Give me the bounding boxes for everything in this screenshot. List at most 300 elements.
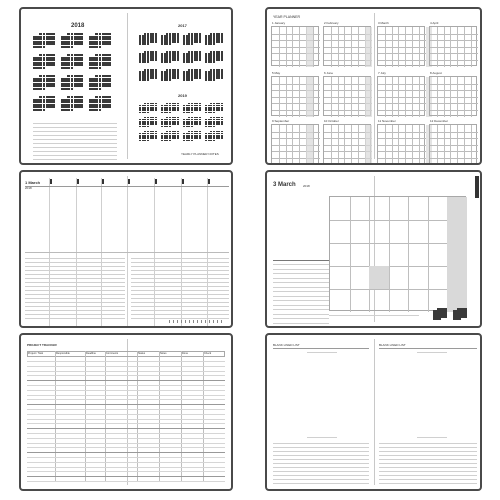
note-line: [25, 258, 125, 259]
col-line: [419, 77, 420, 117]
col-line: [444, 125, 445, 165]
note-line: [25, 286, 125, 287]
col-line: [450, 125, 451, 165]
col-line: [358, 77, 359, 117]
note-line: [131, 270, 229, 271]
note-line: [273, 443, 369, 444]
date-marker: [50, 179, 52, 184]
col-line: [331, 77, 332, 117]
note-line: [273, 479, 369, 480]
note-line: [33, 131, 117, 132]
date-marker: [208, 179, 210, 184]
column-header: Done: [182, 352, 188, 355]
mini-month-calendar: [183, 69, 201, 81]
mini-month-calendar: [161, 131, 179, 141]
note-line: [273, 467, 369, 468]
note-line: [379, 483, 477, 484]
schedule-line: [273, 323, 329, 324]
date-line: [307, 352, 337, 353]
col-line: [450, 77, 451, 117]
col-line: [344, 125, 345, 165]
mini-month-calendar: [183, 103, 201, 113]
schedule-line: [273, 305, 329, 306]
mini-month-calendar: [161, 33, 179, 45]
note-line: [379, 471, 477, 472]
weekly-title: 1 March: [25, 180, 41, 185]
month-block: [271, 124, 319, 164]
page-spine: [127, 13, 128, 159]
date-marker: [128, 179, 130, 184]
note-line: [131, 318, 229, 319]
col-line: [405, 125, 406, 165]
schedule-line: [273, 318, 329, 319]
schedule-line: [273, 309, 329, 310]
right-year-top-label: 2017: [178, 23, 187, 28]
sunday-shade: [447, 197, 467, 312]
holiday-shade: [369, 266, 389, 289]
col-line: [405, 27, 406, 67]
col-line: [412, 125, 413, 165]
date-marker: [182, 179, 184, 184]
note-line: [273, 483, 369, 484]
note-line: [131, 306, 229, 307]
row-line: [27, 404, 225, 405]
mini-month-calendar: [205, 69, 223, 81]
day-line: [408, 197, 409, 312]
row-line: [27, 467, 225, 468]
note-line: [273, 451, 369, 452]
day-line: [350, 197, 351, 312]
note-line: [25, 270, 125, 271]
date-line: [417, 352, 447, 353]
col-line: [286, 27, 287, 67]
col-line: [464, 125, 465, 165]
day-line: [428, 197, 429, 312]
month-block: [429, 124, 477, 164]
note-line: [131, 298, 229, 299]
col-line: [412, 77, 413, 117]
weekend-shade: [306, 77, 313, 117]
tick: [185, 320, 186, 323]
col-line: [419, 27, 420, 67]
row-line: [27, 457, 225, 458]
month-label: 3 March: [378, 21, 389, 25]
row-line: [27, 419, 225, 420]
schedule-header: [273, 260, 329, 261]
tick: [213, 320, 214, 323]
note-line: [329, 315, 419, 316]
row-line: [27, 371, 225, 372]
note-line: [273, 459, 369, 460]
date-marker: [155, 179, 157, 184]
schedule-line: [273, 314, 329, 315]
row-line: [27, 452, 225, 453]
mini-month-calendar: [139, 117, 157, 127]
left-year-label: 2018: [71, 23, 85, 29]
col-line: [471, 77, 472, 117]
col-line: [313, 125, 314, 165]
yearly-calendar-panel[interactable]: [19, 7, 233, 165]
row-line: [27, 423, 225, 424]
note-line: [131, 290, 229, 291]
note-line: [25, 310, 125, 311]
mini-month-calendar: [89, 75, 111, 90]
tick: [221, 320, 222, 323]
col-line: [292, 77, 293, 117]
schedule-line: [273, 287, 329, 288]
note-line: [25, 290, 125, 291]
month-label: 5 May: [272, 71, 281, 75]
col-line: [292, 125, 293, 165]
tick: [201, 320, 202, 323]
col-line: [392, 77, 393, 117]
col-line: [385, 77, 386, 117]
notes-panel[interactable]: [265, 333, 482, 491]
col-line: [392, 27, 393, 67]
note-line: [131, 294, 229, 295]
schedule-line: [273, 278, 329, 279]
mini-month-calendar: [89, 96, 111, 111]
note-line: [379, 447, 477, 448]
mini-month-calendar: [33, 75, 55, 90]
note-line: [379, 459, 477, 460]
mid-line: [25, 252, 229, 253]
tick: [197, 320, 198, 323]
row-line: [27, 399, 225, 400]
mini-month-calendar: [139, 103, 157, 113]
column-header: Check: [204, 352, 212, 355]
column-header: Notes: [160, 352, 167, 355]
note-line: [131, 278, 229, 279]
row-line: [27, 471, 225, 472]
mini-month-calendar: [183, 131, 201, 141]
note-line: [131, 266, 229, 267]
project-tracker-panel[interactable]: [19, 333, 233, 491]
col-line: [437, 77, 438, 117]
header-line: [25, 186, 229, 187]
note-line: [131, 286, 229, 287]
month-block: [323, 26, 371, 66]
note-line: [379, 467, 477, 468]
weekly-planner-panel[interactable]: [19, 170, 233, 328]
col-line: [351, 77, 352, 117]
note-line: [33, 127, 117, 128]
col-line: [392, 125, 393, 165]
tick: [173, 320, 174, 323]
note-line: [379, 443, 477, 444]
mini-month-calendar: [61, 75, 83, 90]
month-block: [429, 26, 477, 66]
month-label: 2 February: [324, 21, 339, 25]
weekly-year: 2018: [25, 186, 32, 190]
schedule-line: [273, 269, 329, 270]
month-label: 1 January: [272, 21, 286, 25]
weekend-shade: [306, 27, 313, 67]
mini-month-calendar: [183, 51, 201, 63]
note-line: [379, 455, 477, 456]
note-line: [25, 318, 125, 319]
column-header: Project / Task: [28, 352, 43, 355]
col-line: [398, 77, 399, 117]
mini-month-calendar: [139, 69, 157, 81]
column-header: Comments: [106, 352, 119, 355]
note-line: [33, 147, 117, 148]
tick: [193, 320, 194, 323]
note-line: [25, 314, 125, 315]
date-line: [417, 437, 447, 438]
col-line: [450, 27, 451, 67]
row-line: [27, 438, 225, 439]
note-line: [25, 306, 125, 307]
col-line: [279, 27, 280, 67]
bookmark-ribbon: [475, 176, 479, 198]
col-line: [344, 27, 345, 67]
column-header: Status: [138, 352, 146, 355]
month-label: 10 October: [324, 119, 339, 123]
note-line: [33, 123, 117, 124]
tick: [209, 320, 210, 323]
right-year-bottom-label: 2019: [178, 93, 187, 98]
date-line: [307, 437, 337, 438]
mini-month-calendar: [61, 96, 83, 111]
note-line: [25, 262, 125, 263]
month-block: [429, 76, 477, 116]
note-line: [131, 262, 229, 263]
note-line: [131, 258, 229, 259]
col-line: [419, 125, 420, 165]
mini-month-calendar: [205, 117, 223, 127]
col-line: [471, 27, 472, 67]
mini-month-calendar: [205, 33, 223, 45]
col-line: [457, 125, 458, 165]
title-line: [273, 348, 369, 349]
month-label: 12 December: [430, 119, 449, 123]
month-view-year: 2018: [303, 184, 310, 188]
note-line: [273, 455, 369, 456]
note-line: [25, 294, 125, 295]
schedule-line: [273, 300, 329, 301]
tick: [177, 320, 178, 323]
schedule-line: [273, 273, 329, 274]
mini-month-calendar: [61, 54, 83, 69]
mini-month-calendar: [33, 96, 55, 111]
project-title: PROJECT TRACKER: [27, 343, 57, 347]
col-line: [457, 27, 458, 67]
weekend-shade: [365, 27, 372, 67]
row-line: [27, 409, 225, 410]
note-line: [25, 302, 125, 303]
note-line: [379, 475, 477, 476]
month-block: [377, 124, 425, 164]
weekend-shade: [365, 125, 372, 165]
row-line: [27, 380, 225, 381]
page-spine: [374, 339, 375, 485]
note-line: [33, 155, 117, 156]
month-label: 4 April: [430, 21, 439, 25]
col-line: [385, 125, 386, 165]
col-line: [292, 27, 293, 67]
tick: [189, 320, 190, 323]
note-line: [273, 463, 369, 464]
row-line: [27, 447, 225, 448]
note-line: [33, 143, 117, 144]
mini-month-calendar: [139, 51, 157, 63]
col-line: [279, 125, 280, 165]
col-line: [299, 77, 300, 117]
row-line: [27, 390, 225, 391]
col-line: [457, 77, 458, 117]
note-line: [33, 159, 117, 160]
col-line: [344, 77, 345, 117]
col-line: [398, 27, 399, 67]
note-line: [131, 274, 229, 275]
col-line: [444, 27, 445, 67]
row-line: [27, 481, 225, 482]
note-line: [33, 151, 117, 152]
month-label: 6 June: [324, 71, 334, 75]
month-label: 9 September: [272, 119, 290, 123]
col-line: [358, 27, 359, 67]
month-view-title: 3 March: [273, 182, 296, 188]
row-line: [27, 375, 225, 376]
column-header: Deadline: [86, 352, 96, 355]
mini-month-calendar: [183, 117, 201, 127]
month-block: [323, 76, 371, 116]
mini-month-calendar: [183, 33, 201, 45]
row-line: [27, 361, 225, 362]
col-line: [313, 77, 314, 117]
row-line: [27, 395, 225, 396]
page-spine: [374, 13, 375, 159]
date-marker: [77, 179, 79, 184]
note-line: [379, 463, 477, 464]
mini-month-calendar: [89, 33, 111, 48]
mini-month-calendar: [161, 103, 179, 113]
col-line: [351, 27, 352, 67]
schedule-line: [273, 264, 329, 265]
col-line: [286, 77, 287, 117]
tick: [169, 320, 170, 323]
row-line: [27, 462, 225, 463]
note-line: [379, 451, 477, 452]
row-line: [27, 443, 225, 444]
note-line: [33, 135, 117, 136]
day-line: [369, 197, 370, 312]
row-line: [27, 433, 225, 434]
col-line: [437, 125, 438, 165]
mini-month-calendar: [89, 54, 111, 69]
row-line: [27, 385, 225, 386]
mini-month-calendar: [61, 33, 83, 48]
note-line: [131, 282, 229, 283]
note-line: [131, 314, 229, 315]
col-line: [464, 77, 465, 117]
note-line: [273, 475, 369, 476]
note-line: [273, 471, 369, 472]
col-line: [351, 125, 352, 165]
note-line: [25, 278, 125, 279]
note-line: [25, 298, 125, 299]
month-label: 11 November: [378, 119, 396, 123]
row-line: [27, 414, 225, 415]
month-block: [377, 26, 425, 66]
mini-month-calendar: [161, 51, 179, 63]
col-line: [471, 125, 472, 165]
col-line: [299, 125, 300, 165]
notes-left-title: BLANK LINED LIST: [273, 343, 300, 347]
mini-month-calendar: [33, 54, 55, 69]
note-line: [131, 302, 229, 303]
schedule-line: [273, 282, 329, 283]
mini-month-calendar: [139, 131, 157, 141]
month-label: 7 July: [378, 71, 386, 75]
mini-month-calendar: [139, 33, 157, 45]
col-line: [405, 77, 406, 117]
col-line: [331, 27, 332, 67]
col-line: [331, 125, 332, 165]
title-line: [379, 348, 477, 349]
col-line: [358, 125, 359, 165]
mini-month-calendar: [161, 69, 179, 81]
mini-month-calendar: [453, 308, 467, 320]
col-line: [338, 125, 339, 165]
col-line: [338, 77, 339, 117]
note-line: [273, 447, 369, 448]
schedule-line: [273, 296, 329, 297]
month-block: [323, 124, 371, 164]
notes-right-title: BLANK LINED LIST: [379, 343, 406, 347]
col-line: [464, 27, 465, 67]
month-view-panel[interactable]: [265, 170, 482, 328]
mini-month-calendar: [433, 308, 447, 320]
col-line: [437, 27, 438, 67]
date-marker: [102, 179, 104, 184]
col-line: [299, 27, 300, 67]
mini-month-calendar: [205, 51, 223, 63]
month-overview-panel[interactable]: [265, 7, 482, 165]
row-line: [27, 428, 225, 429]
note-line: [25, 274, 125, 275]
col-line: [412, 27, 413, 67]
col-line: [338, 27, 339, 67]
mini-month-calendar: [161, 117, 179, 127]
month-label: 8 August: [430, 71, 442, 75]
day-line: [389, 197, 390, 312]
note-line: [131, 310, 229, 311]
col-line: [286, 125, 287, 165]
month-block: [377, 76, 425, 116]
column-header: Responsible: [56, 352, 70, 355]
row-line: [27, 476, 225, 477]
schedule-line: [273, 291, 329, 292]
col-line: [385, 27, 386, 67]
mini-month-calendar: [205, 131, 223, 141]
mini-month-calendar: [205, 103, 223, 113]
col-line: [279, 77, 280, 117]
note-line: [33, 139, 117, 140]
col-line: [398, 125, 399, 165]
mini-month-calendar: [33, 33, 55, 48]
row-line: [27, 366, 225, 367]
col-line: [313, 27, 314, 67]
tick: [181, 320, 182, 323]
weekend-shade: [365, 77, 372, 117]
note-line: [25, 266, 125, 267]
month-block: [271, 76, 319, 116]
note-line: [379, 479, 477, 480]
yearly-footer: YEARLY PLANNER NOTES: [181, 152, 219, 156]
weekend-shade: [306, 125, 313, 165]
